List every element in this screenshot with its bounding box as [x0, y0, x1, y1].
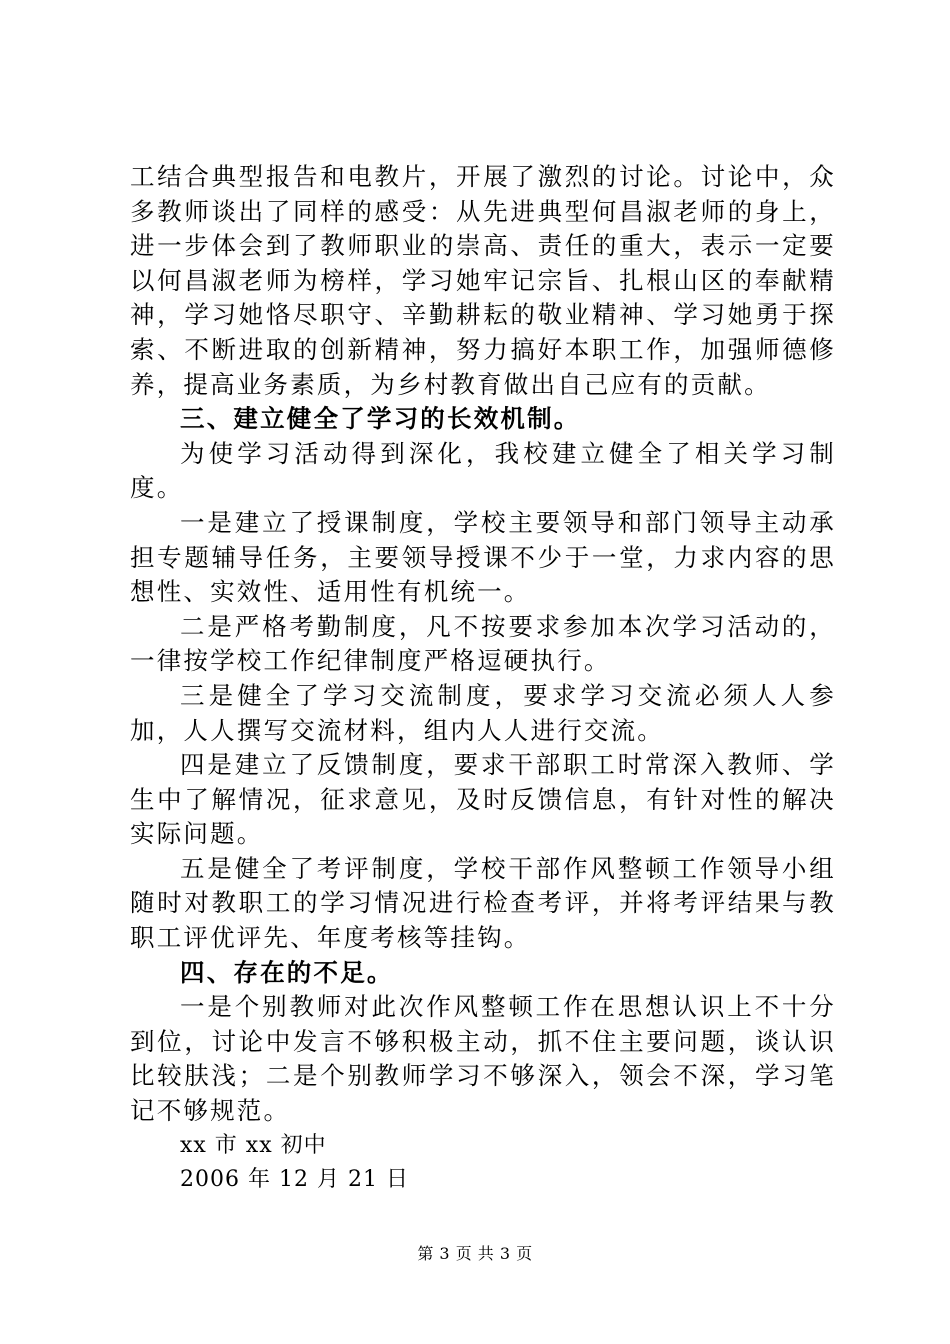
paragraph-shortcomings: 一是个别教师对此次作风整顿工作在思想认识上不十分到位，讨论中发言不够积极主动，抓不住主要问题，谈认识比较肤浅；二是个别教师学习不够深入，领会不深，学习笔记不够规范。	[130, 992, 836, 1126]
section-heading-4: 四、存在的不足。	[180, 957, 394, 987]
paragraph-item-3: 三是健全了学习交流制度，要求学习交流必须人人参加，人人撰写交流材料，组内人人进行交流。	[130, 680, 836, 745]
paragraph-item-4: 四是建立了反馈制度，要求干部职工时常深入教师、学生中了解情况，征求意见，及时反馈信息，有针对性的解决实际问题。	[130, 750, 836, 849]
paragraph-intro: 为使学习活动得到深化，我校建立健全了相关学习制度。	[130, 438, 836, 503]
signature-date: 2006 年 12 月 21 日	[180, 1167, 409, 1193]
paragraph-item-1: 一是建立了授课制度，学校主要领导和部门领导主动承担专题辅导任务，主要领导授课不少于一堂，力求内容的思想性、实效性、适用性有机统一。	[130, 507, 836, 607]
paragraph-item-2: 二是严格考勤制度，凡不按要求参加本次学习活动的，一律按学校工作纪律制度严格逗硬执行。	[130, 611, 836, 676]
page-number-footer: 第 3 页 共 3 页	[417, 1244, 533, 1263]
paragraph-discussion: 工结合典型报告和电教片，开展了激烈的讨论。讨论中，众多教师谈出了同样的感受：从先进典型何昌淑老师的身上，进一步体会到了教师职业的崇高、责任的重大，表示一定要以何昌淑老师为榜样，学习她牢记宗旨、扎根山区的奉献精神，学习她恪尽职守、辛勤耕耘的敬业精神、学习她勇于探索、不断进取的创新精神，努力搞好本职工作，加强师德修养，提高业务素质，为乡村教育做出自己应有的贡献。	[130, 162, 836, 399]
paragraph-item-5: 五是健全了考评制度，学校干部作风整顿工作领导小组随时对教职工的学习情况进行检查考评，并将考评结果与教职工评优评先、年度考核等挂钩。	[130, 853, 836, 953]
document-body	[130, 160, 836, 1198]
section-heading-3: 三、建立健全了学习的长效机制。	[180, 404, 581, 434]
signature-organization: xx 市 xx 初中	[180, 1132, 327, 1158]
